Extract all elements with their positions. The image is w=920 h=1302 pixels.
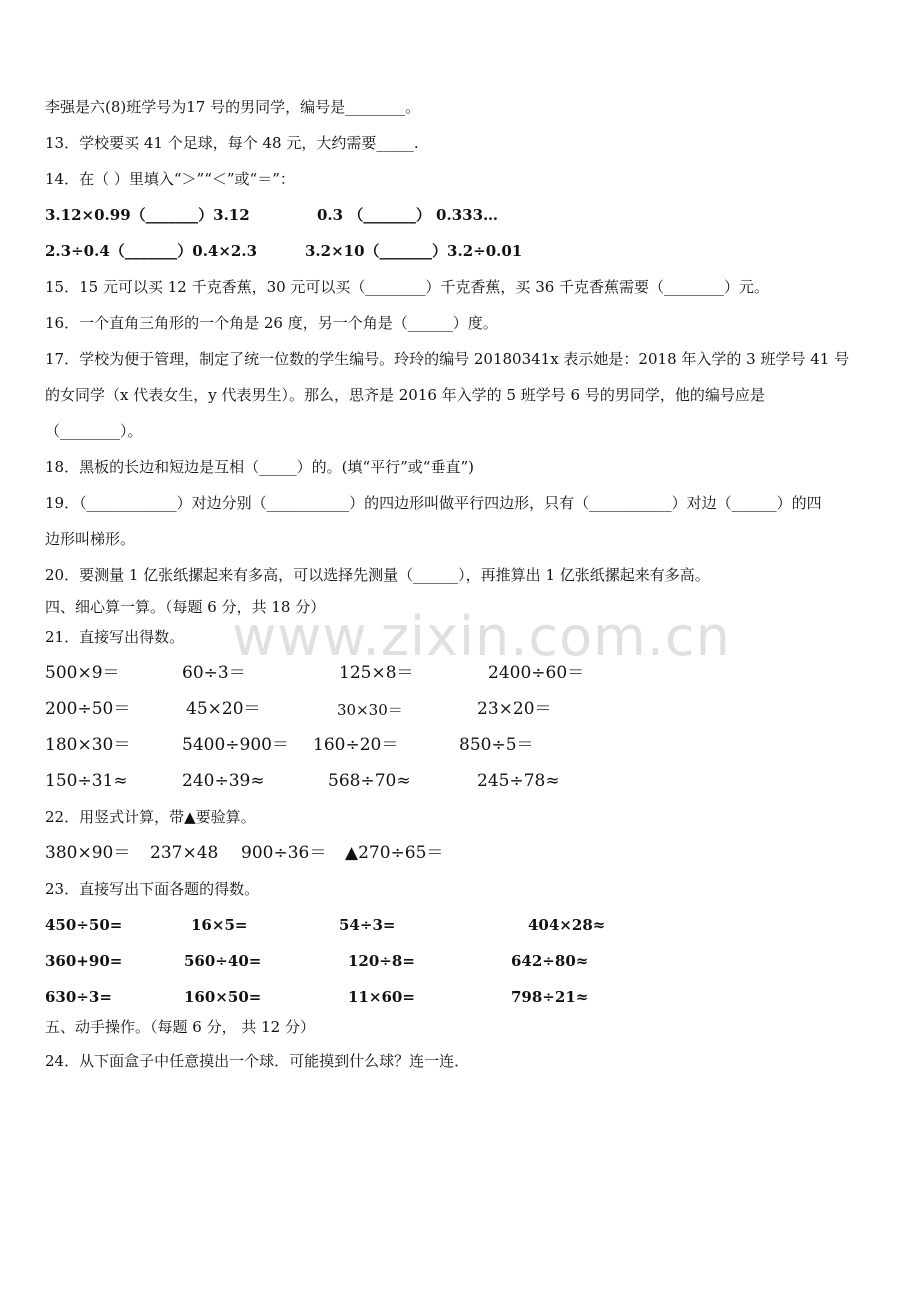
q21-cell: 45×20＝ <box>186 699 261 719</box>
question-19: 19．（____________）对边分别（___________）的四边形叫做平行四边形，只有（___________）对边（______）的四 <box>45 494 822 512</box>
q21-cell: 568÷70≈ <box>328 771 411 791</box>
q23-cell: 798÷21≈ <box>511 988 589 1006</box>
q22-item: 237×48 <box>150 843 219 863</box>
question-22: 22．用竖式计算，带▲要验算。 <box>45 808 256 826</box>
question-14-item-3: 2.3÷0.4（_______）0.4×2.3 <box>45 242 258 260</box>
q21-cell: 245÷78≈ <box>477 771 560 791</box>
q23-cell: 160×50= <box>184 988 262 1006</box>
q21-cell: 125×8＝ <box>339 663 414 683</box>
q23-cell: 404×28≈ <box>528 916 606 934</box>
line-student-id: 李强是六(8)班学号为17 号的男同学，编号是________。 <box>45 98 421 116</box>
question-16: 16．一个直角三角形的一个角是 26 度，另一个角是（______）度。 <box>45 314 498 332</box>
q23-cell: 560÷40= <box>184 952 262 970</box>
q21-cell: 2400÷60＝ <box>488 663 585 683</box>
q22-item: 380×90＝ <box>45 843 131 863</box>
question-17: 17．学校为便于管理，制定了统一位数的学生编号。玲玲的编号 20180341x 表示她是：2018 年入学的 3 班学号 41 号 <box>45 350 850 368</box>
question-20: 20．要测量 1 亿张纸摞起来有多高，可以选择先测量（______），再推算出 1 亿张纸摞起来有多高。 <box>45 566 710 584</box>
q21-cell: 23×20＝ <box>477 699 552 719</box>
watermark: www.zixin.com.cn <box>232 605 731 668</box>
q23-cell: 642÷80≈ <box>511 952 589 970</box>
question-13: 13．学校要买 41 个足球，每个 48 元，大约需要_____. <box>45 134 419 152</box>
question-18: 18．黑板的长边和短边是互相（_____）的。(填“平行”或“垂直”) <box>45 458 474 476</box>
question-17-cont: 的女同学（x 代表女生，y 代表男生）。那么，思齐是 2016 年入学的 5 班学号 6 号的男同学，他的编号应是 <box>45 386 765 404</box>
question-24: 24．从下面盒子中任意摸出一个球．可能摸到什么球？连一连． <box>45 1052 470 1070</box>
q23-cell: 450÷50= <box>45 916 123 934</box>
q22-item: 900÷36＝ <box>241 843 327 863</box>
q23-cell: 360+90= <box>45 952 123 970</box>
q21-cell: 160÷20＝ <box>313 735 399 755</box>
q22-item: ▲270÷65＝ <box>345 843 444 863</box>
question-14-item-1: 3.12×0.99（_______）3.12 <box>45 206 250 224</box>
q23-cell: 120÷8= <box>348 952 415 970</box>
q23-cell: 54÷3= <box>339 916 396 934</box>
q21-cell: 30×30＝ <box>337 701 403 719</box>
q21-cell: 200÷50＝ <box>45 699 131 719</box>
q23-cell: 11×60= <box>348 988 415 1006</box>
question-19-cont: 边形叫梯形。 <box>45 530 136 548</box>
q21-cell: 5400÷900＝ <box>182 735 289 755</box>
q21-cell: 240÷39≈ <box>182 771 265 791</box>
q23-cell: 16×5= <box>191 916 248 934</box>
question-23: 23．直接写出下面各题的得数。 <box>45 880 260 898</box>
q21-cell: 850÷5＝ <box>459 735 534 755</box>
q21-cell: 150÷31≈ <box>45 771 128 791</box>
q21-cell: 180×30＝ <box>45 735 131 755</box>
q21-cell: 500×9＝ <box>45 663 120 683</box>
q21-cell: 60÷3＝ <box>182 663 246 683</box>
question-14-item-4: 3.2×10（_______）3.2÷0.01 <box>305 242 523 260</box>
section-5-heading: 五、动手操作。（每题 6 分， 共 12 分） <box>45 1018 315 1036</box>
section-4-heading: 四、细心算一算。（每题 6 分，共 18 分） <box>45 598 326 616</box>
q23-cell: 630÷3= <box>45 988 112 1006</box>
question-17-answer: （________）。 <box>45 422 143 440</box>
question-15: 15．15 元可以买 12 千克香蕉，30 元可以买（________）千克香蕉，买 36 千克香蕉需要（________）元。 <box>45 278 770 296</box>
question-14-item-2: 0.3 （_______） 0.333… <box>317 206 499 224</box>
question-14: 14．在（ ）里填入“＞”“＜”或“＝”： <box>45 170 295 188</box>
question-21: 21．直接写出得数。 <box>45 628 185 646</box>
